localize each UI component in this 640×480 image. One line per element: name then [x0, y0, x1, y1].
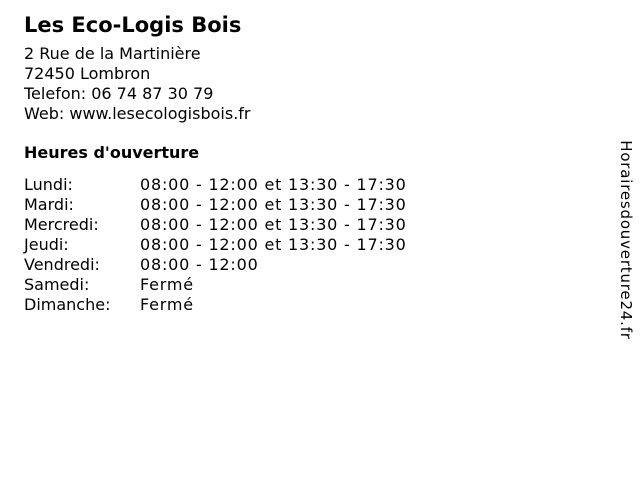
day-hours: 08:00 - 12:00 et 13:30 - 17:30: [140, 195, 407, 214]
day-label: Samedi:: [24, 275, 90, 294]
business-info-section: [24, 12, 407, 315]
day-hours: 08:00 - 12:00 et 13:30 - 17:30: [140, 175, 407, 194]
day-hours: 08:00 - 12:00 et 13:30 - 17:30: [140, 215, 407, 234]
day-hours: Fermé: [140, 295, 194, 314]
hours-row-wednesday: [24, 215, 407, 235]
day-label: Vendredi:: [24, 255, 100, 274]
opening-hours-table: [24, 175, 407, 315]
day-label: Mardi:: [24, 195, 74, 214]
hours-row-friday: [24, 255, 407, 275]
hours-row-thursday: [24, 235, 407, 255]
phone-line: Telefon: 06 74 87 30 79: [24, 84, 214, 103]
hours-row-sunday: [24, 295, 407, 315]
watermark-vertical-text: Horairesdouverture24.fr: [617, 140, 635, 340]
hours-row-saturday: [24, 275, 407, 295]
website-line: Web: www.lesecologisbois.fr: [24, 104, 251, 123]
address-block: [24, 44, 407, 124]
hours-row-tuesday: [24, 195, 407, 215]
address-city-line: 72450 Lombron: [24, 64, 151, 83]
day-label: Lundi:: [24, 175, 73, 194]
day-label: Mercredi:: [24, 215, 99, 234]
day-hours: 08:00 - 12:00: [140, 255, 259, 274]
day-label: Dimanche:: [24, 295, 111, 314]
address-street-line: 2 Rue de la Martinière: [24, 44, 201, 63]
hours-row-monday: [24, 175, 407, 195]
day-hours: 08:00 - 12:00 et 13:30 - 17:30: [140, 235, 407, 254]
business-name-title: Les Eco-Logis Bois: [24, 13, 242, 37]
day-label: Jeudi:: [24, 235, 69, 254]
opening-hours-heading: Heures d'ouverture: [24, 143, 200, 162]
day-hours: Fermé: [140, 275, 194, 294]
